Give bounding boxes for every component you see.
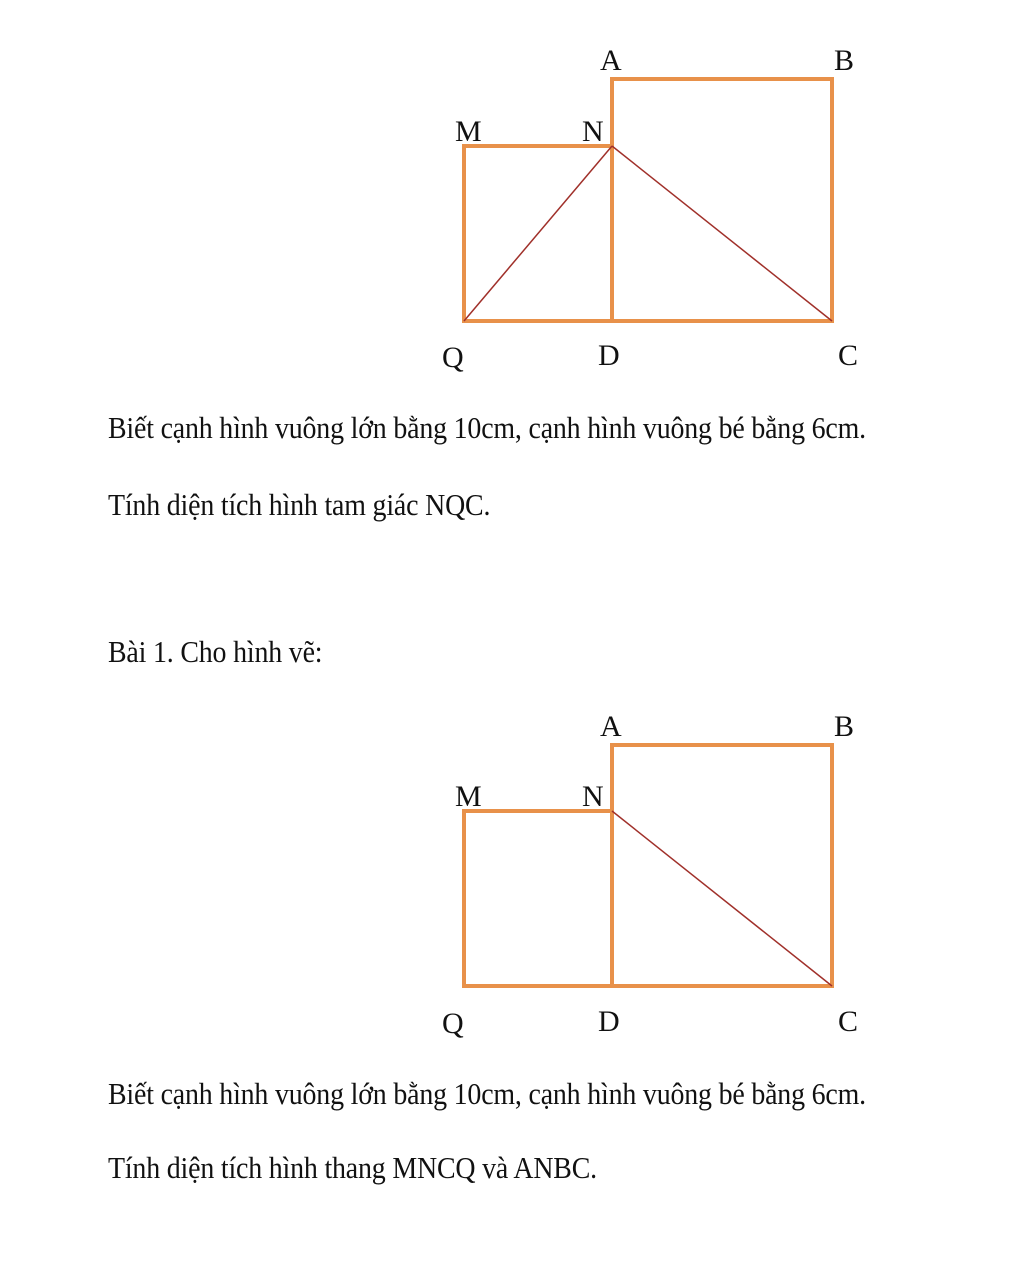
- problem2-heading: Bài 1. Cho hình vẽ:: [108, 634, 323, 669]
- figure-2: [0, 700, 1024, 1050]
- segment-nq: [464, 146, 612, 321]
- problem2-line2: Tính diện tích hình thang MNCQ và ANBC.: [108, 1150, 597, 1185]
- label-a: A: [600, 44, 622, 77]
- label-m: M: [455, 115, 482, 148]
- label-q: Q: [442, 1007, 464, 1040]
- big-square: [612, 79, 832, 321]
- label-b: B: [834, 710, 855, 743]
- small-square: [464, 811, 612, 986]
- label-c: C: [838, 1005, 859, 1038]
- figure-1: [0, 0, 1024, 390]
- label-n: N: [582, 780, 604, 813]
- label-n: N: [582, 115, 604, 148]
- label-c: C: [838, 339, 859, 372]
- label-q: Q: [442, 341, 464, 374]
- big-square: [612, 745, 832, 986]
- segment-nc: [612, 146, 832, 321]
- label-d: D: [598, 1005, 620, 1038]
- problem1-line1: Biết cạnh hình vuông lớn bằng 10cm, cạnh hình vuông bé bằng 6cm.: [108, 410, 866, 445]
- label-a: A: [600, 710, 622, 743]
- segment-nc: [612, 811, 832, 986]
- label-d: D: [598, 339, 620, 372]
- label-m: M: [455, 780, 482, 813]
- problem1-line2: Tính diện tích hình tam giác NQC.: [108, 487, 491, 522]
- label-b: B: [834, 44, 855, 77]
- problem2-line1: Biết cạnh hình vuông lớn bằng 10cm, cạnh hình vuông bé bằng 6cm.: [108, 1076, 866, 1111]
